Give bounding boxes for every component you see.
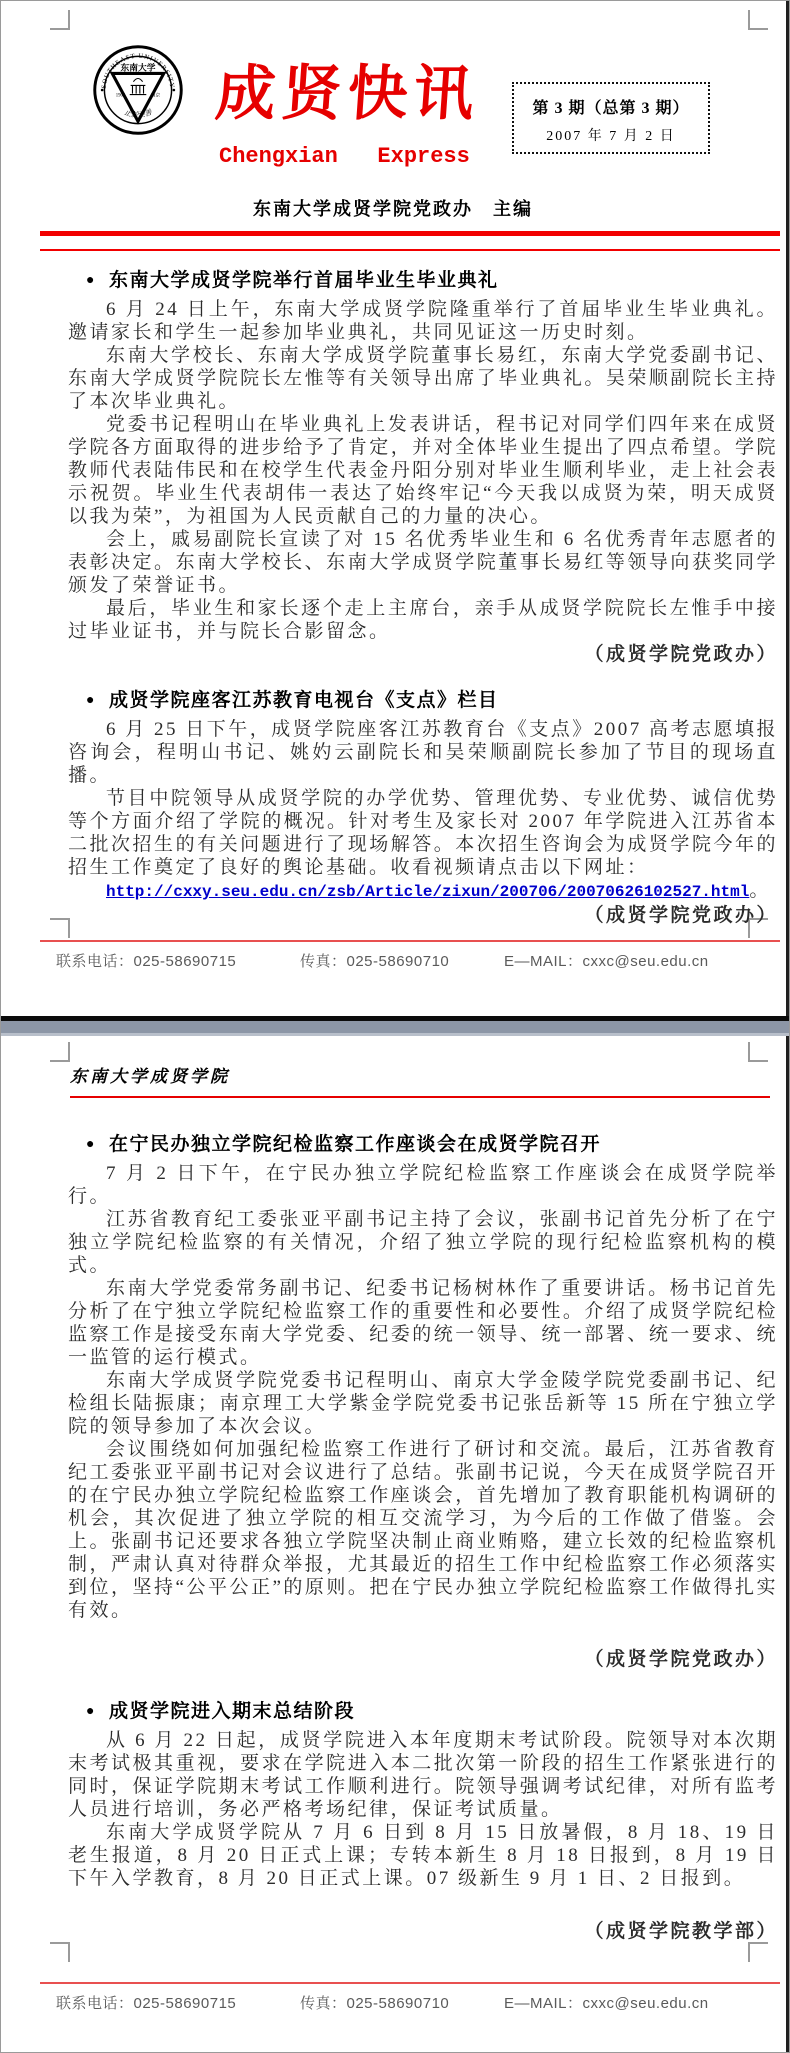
article-paragraph: 党委书记程明山在毕业典礼上发表讲话，程书记对同学们四年来在成贤学院各方面取得的进步给予了肯定，并对全体毕业生提出了四点希望。学院教师代表陆伟民和在校学生代表金丹阳分别对毕业生顺利毕业，走上社会表示祝贺。毕业生代表胡伟一表达了始终牢记“今天我以成贤为荣，明天成贤以我为荣”，为祖国为人民贡献自己的力量的决心。 — [68, 414, 778, 527]
page-footer — [0, 1982, 786, 2013]
crop-mark — [50, 10, 70, 30]
newsletter-title-chinese: 成贤快讯 — [213, 59, 483, 129]
article-paragraph: 7 月 2 日下午，在宁民办独立学院纪检监察工作座谈会在成贤学院举行。 — [68, 1163, 778, 1207]
newsletter-title-english: Chengxian Express — [219, 144, 470, 169]
issue-number: 第 3 期（总第 3 期） — [532, 100, 690, 117]
crop-mark — [748, 1942, 768, 1962]
masthead-rule-thin — [40, 249, 780, 251]
svg-text:1902: 1902 — [115, 93, 126, 99]
seal-icon — [92, 44, 184, 136]
crop-mark — [50, 918, 70, 938]
article-title — [68, 686, 778, 714]
article-title-text: 东南大学成贤学院举行首届毕业生毕业典礼 — [108, 270, 499, 291]
article-title — [68, 1697, 778, 1725]
article-title-text: 成贤学院座客江苏教育电视台《支点》栏目 — [108, 690, 499, 711]
masthead-rule-thick — [40, 231, 780, 236]
crop-mark — [50, 1942, 70, 1962]
article-title-text: 在宁民办独立学院纪检监察工作座谈会在成贤学院召开 — [108, 1134, 601, 1155]
footer-rule — [40, 940, 780, 942]
svg-text:南京: 南京 — [150, 93, 161, 99]
footer-email: E—MAIL：cxxc@seu.edu.cn — [504, 953, 709, 970]
footer-phone: 联系电话：025-58690715 — [56, 953, 237, 970]
issue-info-box — [512, 82, 710, 154]
article-paragraph: 节目中院领导从成贤学院的办学优势、管理优势、专业优势、诚信优势等个方面介绍了学院的概况。针对考生及家长对 2007 年学院进入江苏省本二批次招生的有关问题进行了现场解答。本次招生咨询会为成贤学院今年的招生工作奠定了良好的舆论基础。收看视频请点击以下网址： — [68, 788, 778, 878]
video-url-link[interactable]: http://cxxy.seu.edu.cn/zsb/Article/zixun/200706/20070626102527.html — [106, 883, 750, 901]
page2-body — [68, 1126, 778, 1943]
article-link-line — [68, 879, 778, 904]
crop-mark — [748, 10, 768, 30]
crop-mark — [748, 1042, 768, 1062]
article-paragraph: 东南大学校长、东南大学成贤学院董事长易红，东南大学党委副书记、东南大学成贤学院院长左惟等有关领导出席了毕业典礼。吴荣顺副院长主持了本次毕业典礼。 — [68, 345, 778, 412]
article-paragraph: 东南大学成贤学院党委书记程明山、南京大学金陵学院党委副书记、纪检组长陆振康；南京理工大学紫金学院党委书记张岳新等 15 所在宁独立学院的领导参加了本次会议。 — [68, 1370, 778, 1437]
page-footer — [0, 940, 786, 971]
article-signature: （成贤学院教学部） — [584, 1921, 778, 1942]
page2-running-header: 东南大学成贤学院 — [70, 1067, 230, 1087]
footer-fax: 传真：025-58690710 — [300, 953, 450, 970]
article-paragraph: 6 月 24 日上午，东南大学成贤学院隆重举行了首届毕业生毕业典礼。邀请家长和学生一起参加毕业典礼，共同见证这一历史时刻。 — [68, 299, 778, 343]
article-paragraph: 江苏省教育纪工委张亚平副书记主持了会议，张副书记首先分析了在宁独立学院纪检监察的有关情况，介绍了独立学院的现行纪检监察机构的模式。 — [68, 1209, 778, 1276]
article-paragraph: 会上，戚易副院长宣读了对 15 名优秀毕业生和 6 名优秀青年志愿者的表彰决定。东南大学校长、东南大学成贤学院董事长易红等领导向获奖同学颁发了荣誉证书。 — [68, 529, 778, 596]
university-seal-logo — [92, 44, 184, 136]
article-title — [68, 266, 778, 294]
bullet-icon: ● — [86, 691, 96, 707]
article-paragraph: 东南大学成贤学院从 7 月 6 日到 8 月 15 日放暑假，8 月 18、19 日老生报道，8 月 20 日正式上课；专转本新生 8 月 18 日报到，8 月 19 日下午入学教育，8 月 20 日正式上课。07 级新生 9 月 1 日、2 日报到。 — [68, 1822, 778, 1889]
crop-mark — [50, 1042, 70, 1062]
footer-fax: 传真：025-58690710 — [300, 1995, 450, 2012]
svg-text:SOUTHEAST UNIVERSITY: SOUTHEAST UNIVERSITY — [100, 52, 176, 89]
article-signature: （成贤学院党政办） — [584, 644, 778, 665]
page-2 — [0, 1036, 790, 2053]
article-paragraph: 6 月 25 日下午，成贤学院座客江苏教育台《支点》2007 高考志愿填报咨询会，程明山书记、姚妁云副院长和吴荣顺副院长参加了节目的现场直播。 — [68, 719, 779, 786]
bullet-icon: ● — [86, 1702, 96, 1718]
footer-rule — [40, 1982, 780, 1984]
page-separator — [0, 1016, 790, 1036]
footer-phone: 联系电话：025-58690715 — [56, 1995, 237, 2012]
link-suffix: 。 — [749, 880, 771, 901]
article-title — [68, 1130, 778, 1158]
svg-text:东南大学: 东南大学 — [120, 62, 156, 73]
article-signature: （成贤学院党政办） — [584, 1649, 778, 1670]
footer-email: E—MAIL：cxxc@seu.edu.cn — [504, 1995, 709, 2012]
article-signature: （成贤学院党政办） — [584, 905, 778, 926]
bullet-icon: ● — [86, 271, 96, 287]
publisher-line: 东南大学成贤学院党政办 主编 — [253, 199, 533, 219]
page1-body — [68, 262, 778, 927]
article-paragraph: 东南大学党委常务副书记、纪委书记杨树林作了重要讲话。杨书记首先分析了在宁独立学院纪检监察工作的重要性和必要性。介绍了成贤学院纪检监察工作是接受东南大学党委、纪委的统一领导、统一部署、统一要求、统一监管的运行模式。 — [68, 1278, 778, 1368]
article-paragraph: 会议围绕如何加强纪检监察工作进行了研讨和交流。最后，江苏省教育纪工委张亚平副书记对会议进行了总结。张副书记说，今天在成贤学院召开的在宁民办独立学院纪检监察工作座谈会，首先增加了教育职能机构调研的机会，其次促进了独立学院的相互交流学习，为今后的工作做了借鉴。会上。张副书记还要求各独立学院坚决制止商业贿赂，建立长效的纪检监察机制，严肃认真对待群众举报，尤其最近的招生工作中纪检监察工作必须落实到位，坚持“公平公正”的原则。把在宁民办独立学院纪检监察工作做得扎实有效。 — [68, 1439, 778, 1621]
page-1 — [0, 0, 790, 1016]
header-rule — [70, 1096, 770, 1098]
bullet-icon: ● — [86, 1135, 96, 1151]
svg-text:止於至善: 止於至善 — [123, 107, 153, 120]
issue-date: 2007 年 7 月 2 日 — [546, 129, 676, 144]
article-paragraph: 最后，毕业生和家长逐个走上主席台，亲手从成贤学院院长左惟手中接过毕业证书，并与院长合影留念。 — [68, 598, 778, 642]
article-paragraph: 从 6 月 22 日起，成贤学院进入本年度期末考试阶段。院领导对本次期末考试极其重视，要求在学院进入本二批次第一阶段的招生工作紧张进行的同时，保证学院期末考试工作顺利进行。院领导强调考试纪律，对所有监考人员进行培训，务必严格考场纪律，保证考试质量。 — [68, 1730, 778, 1820]
article-title-text: 成贤学院进入期末总结阶段 — [108, 1701, 355, 1722]
